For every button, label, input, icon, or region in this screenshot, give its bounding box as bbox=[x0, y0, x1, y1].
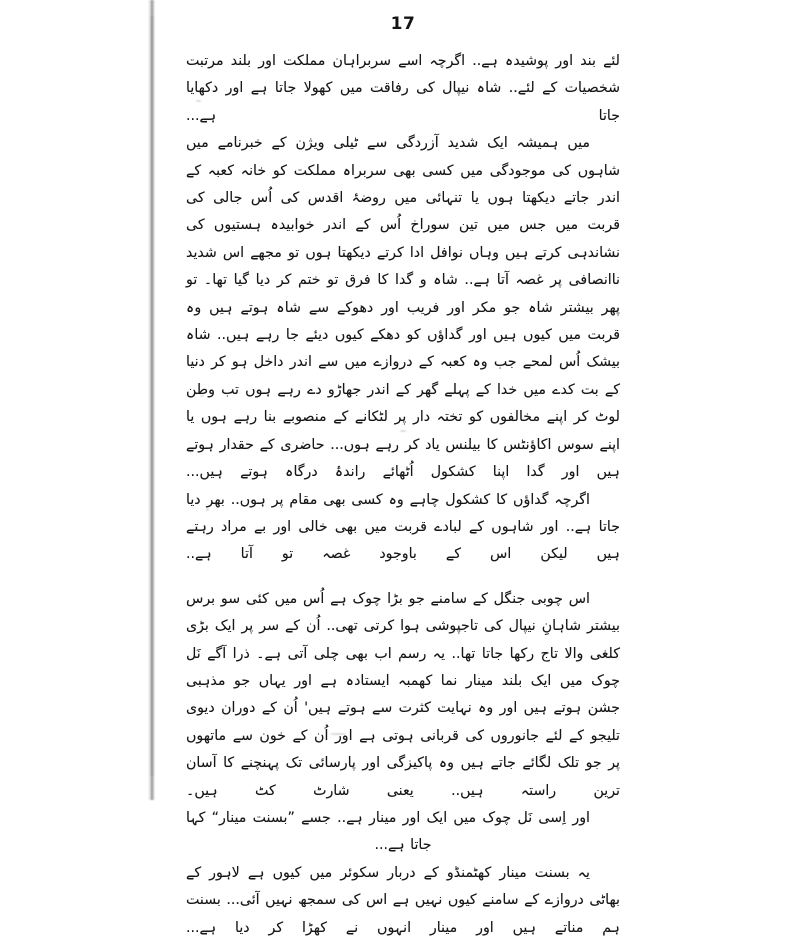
paragraph: اور اِسی نَل چوک میں ایک اور مینار ہے.. جسے ”بسنت مینار“ کہا جاتا ہے... bbox=[186, 809, 590, 854]
paragraph: اگرچہ گداؤں کا کشکول چاہے وہ کسی بھی مقام پر ہوں.. بھر دیا جاتا ہے.. اور شاہوں کے لبادے قربت میں بھی خالی اور بے مراد رہتے ہیں لیکن اس کے باوجود غصہ تو آتا ہے.. bbox=[186, 491, 620, 563]
paragraph-gap bbox=[186, 569, 620, 586]
page-number: 17 bbox=[390, 14, 416, 34]
scan-gutter-shadow-inner bbox=[151, 16, 153, 776]
paragraph: لئے بند اور پوشیدہ ہے.. اگرچہ اسے سربراہان مملکت اور بلند مرتبت شخصیات کے لئے.. شاہ نیپال کی رفاقت میں کھولا جاتا ہے اور دکھایا جاتا ہے... bbox=[186, 53, 620, 124]
paragraph: میں ہمیشہ ایک شدید آزردگی سے ٹیلی ویژن کے خبرنامے میں شاہوں کی موجودگی میں کسی بھی سربراہ مملکت کو خانہ کعبہ کے اندر جاتے دیکھتا ہوں یا تنہائی میں روضۂ اقدس کی اُس جالی کی قربت میں جس میں تین سوراخ اُس کے اندر خوابیدہ ہستیوں کی نشاندہی کرتے ہیں وہاں نوافل ادا کرتے دیکھتا ہوں تو مجھے اس شدید ناانصافی پر غصہ آتا ہے.. شاہ و گدا کا فرق تو ختم کر دیا گیا تھا۔ تو پھر بیشتر شاہ جو مکر اور فریب اور دھوکے سے شاہ ہوتے ہیں وہ قربت میں کیوں ہیں اور گداؤں کو دھکے کیوں دیئے جا رہے ہیں.. شاہ بیشک اُس لمحے جب وہ کعبہ کے دروازے میں سے اندر داخل ہو کر دنیا کے بت کدے میں خدا کے پہلے گھر کے اندر جھاڑو دے رہے ہوں تب وطن لوٹ کر اپنے مخالفوں کو تختہ دار پر لٹکانے کے منصوبے بنا رہے ہوں یا اپنے سوس اکاؤنٹس کا بیلنس یاد کر رہے ہوں... حاضری کے حقدار ہوتے ہیں اور گدا اپنا کشکول اُٹھائے راندۂ درگاہ ہوتے ہیں... bbox=[186, 135, 620, 481]
paragraph: اس چوبی جنگل کے سامنے جو بڑا چوک ہے اُس میں کئی سو برس بیشتر شاہانِ نیپال کی تاجپوشی ہوا کرتی تھی.. اُن کے سر پر ایک بڑی کلغی والا تاج رکھا جاتا تھا.. یہ رسم اب بھی چلی آتی ہے۔ ذرا آگے نَل چوک میں ایک بلند مینار نما کھمبہ ایستادہ ہے اور یہاں جو مذہبی جشن ہوتے ہیں اور وہ نہایت کثرت سے ہوتے ہیں' اُن کے دوران دیوی تلیجو کے لئے جانوروں کی قربانی ہوتی ہے اور اُن کے خون سے ماتھوں پر جو تلک لگائے جاتے ہیں وہ پاکیزگی اور پارسائی تک پہنچنے کا آسان ترین راستہ ہیں.. یعنی شارٹ کٹ ہیں۔ bbox=[186, 590, 620, 799]
paragraph: یہ بسنت مینار کھٹمنڈو کے دربار سکوئر میں کیوں ہے لاہور کے بھاٹی دروازے کے سامنے کیوں نہیں ہے اس کی سمجھ نہیں آئی... بسنت ہم مناتے ہیں اور مینار انہوں نے کھڑا کر دیا ہے... bbox=[186, 864, 620, 936]
page-content-column bbox=[186, 0, 620, 936]
body-text bbox=[186, 48, 620, 942]
